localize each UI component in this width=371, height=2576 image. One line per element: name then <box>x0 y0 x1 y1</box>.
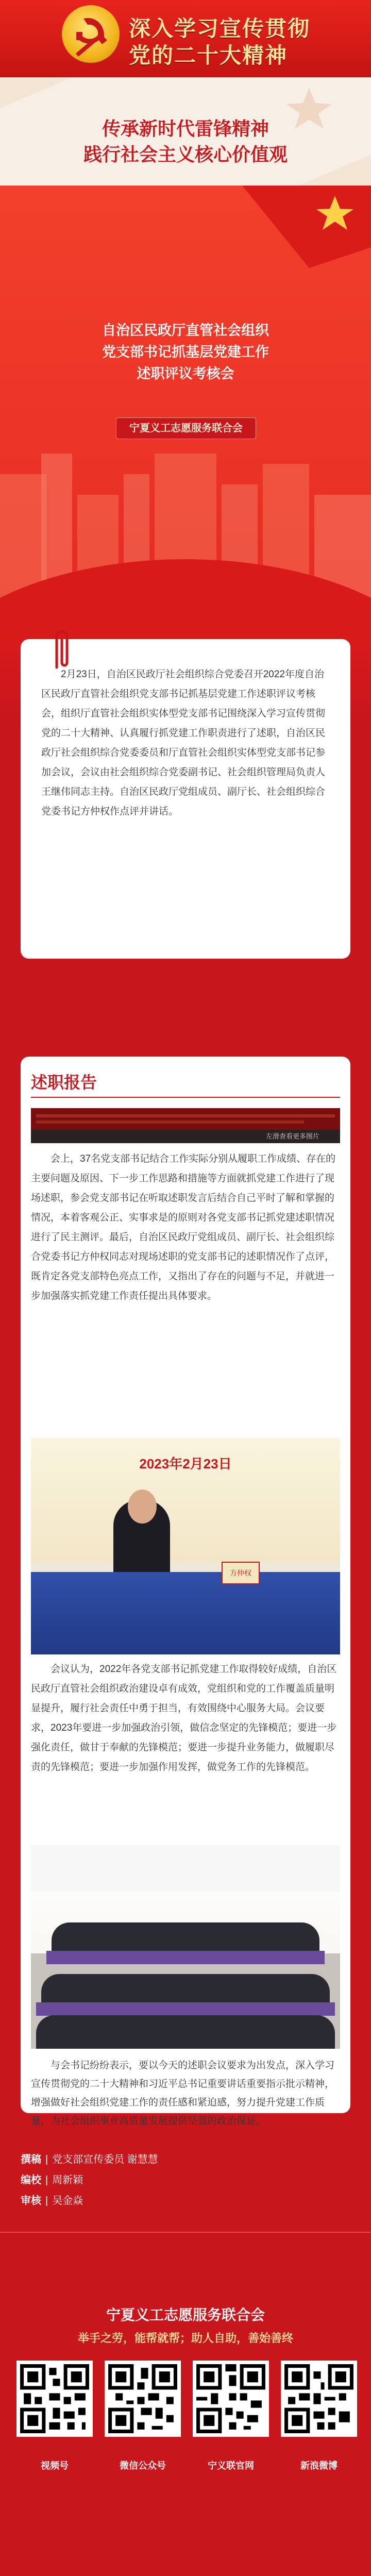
qr-code-video-channel[interactable] <box>16 2361 93 2437</box>
banner-title <box>129 15 310 69</box>
qr-pattern-icon <box>16 2361 93 2437</box>
photo-wall <box>31 1845 340 1892</box>
slogan-panel <box>0 77 371 186</box>
qr-code-website[interactable] <box>193 2361 269 2437</box>
credit-separator: | <box>45 2154 48 2165</box>
banner-title-line1: 深入学习宣传贯彻 <box>129 16 311 41</box>
credit-separator: | <box>45 2195 48 2206</box>
credit-editor-label: 编校 <box>21 2174 41 2186</box>
carousel-hint-text: 左滑查看更多图片 <box>265 1132 319 1140</box>
credit-author-value: 党支部宣传委员 谢慧慧 <box>52 2154 158 2165</box>
slogan-line1: 传承新时代雷锋精神 <box>102 118 269 139</box>
credit-reviewer-value: 吴金焱 <box>52 2195 83 2206</box>
qr-pattern-icon <box>105 2361 181 2437</box>
qr-pattern-icon <box>281 2361 357 2437</box>
scene-background <box>0 186 371 639</box>
meeting-title-line3: 述职评议考核会 <box>137 366 234 381</box>
credit-editor-value: 周新颖 <box>52 2174 83 2186</box>
credit-author <box>21 2149 350 2170</box>
meeting-photo-audience <box>31 1845 340 2049</box>
party-emblem-icon <box>62 5 120 63</box>
qr-label-wechat: 微信公众号 <box>120 2461 166 2471</box>
report-card <box>21 1057 350 2127</box>
qr-code-weibo[interactable] <box>281 2361 357 2437</box>
top-banner <box>0 0 371 77</box>
intro-paragraph: 2月23日，自治区民政厅社会组织综合党委召开2022年度自治区民政厅直管社会组织党支部书记抓基层党建工作述职评议考核会，组织厅直管社会组织实体型党支部书记围绕深入学习宣传贯彻党的二十大精神、认真履行抓党建工作职责进行了述职，自治区民政厅社会组织综合党委委员和厅直管社会组织实体型党支部书记参加会议，会议由社会组织综合党委副书记、社会组织管理局负责人王继伟同志主持。自治区民政厅党组成员、副厅长、社会组织综合党委书记方仲权作点评并讲话。 <box>41 669 326 817</box>
intro-card <box>21 639 350 959</box>
footer-divider <box>0 2232 371 2233</box>
credit-editor <box>21 2170 350 2190</box>
audience-row <box>36 2015 335 2049</box>
report-paragraph-2: 会议认为，2022年各党支部书记抓党建工作取得较好成绩，自治区民政厅直管社会组织政治建设卓有成效，党组织和党的工作覆盖质量明显提升，履行社会责任中勇于担当，有效围绕中心服务大局。会议要求，2023年要进一步加强政治引领，做信念坚定的先锋模范；要进一步强化责任，做甘于奉献的先锋模范；要进一步提升业务能力，做履职尽责的先锋模范；要进一步加强作用发挥，做党务工作的先锋模范。 <box>31 1664 337 1772</box>
qr-code-wechat[interactable] <box>105 2361 181 2437</box>
footer-org-name: 宁夏义工志愿服务联合会 <box>106 2307 265 2323</box>
photo-date-text: 2023年2月23日 <box>139 1456 232 1471</box>
slogan-text <box>77 116 294 168</box>
footer-motto: 举手之劳，能帮就帮；助人自助，善始善终 <box>77 2332 293 2345</box>
paperclip-icon <box>46 626 77 673</box>
banner-title-line2: 党的二十大精神 <box>129 43 288 68</box>
carousel-hint[interactable] <box>31 1130 340 1143</box>
meeting-title-line1: 自治区民政厅直管社会组织 <box>102 323 269 338</box>
speaker-face <box>128 1490 157 1524</box>
meeting-photo-speaker <box>31 1438 340 1654</box>
credits <box>21 2149 350 2211</box>
image-carousel[interactable] <box>31 1108 340 1130</box>
audience-desk <box>46 1951 325 1964</box>
credit-reviewer <box>21 2190 350 2211</box>
qr-label-video-channel: 视频号 <box>41 2461 69 2471</box>
report-paragraph-3: 与会书记纷纷表示，要以今天的述职会议要求为出发点，深入学习宣传贯彻党的二十大精神和习近平总书记重要讲话重要指示批示精神，增强做好社会组织党建工作的责任感和紧迫感，努力提升党建工作质量，为社会组织事业高质量发展提供坚强的政治保证。 <box>31 2060 335 2127</box>
qr-pattern-icon <box>193 2361 269 2437</box>
conference-table <box>31 1572 340 1654</box>
qr-label-website: 宁义联官网 <box>208 2461 254 2471</box>
credit-separator: | <box>45 2174 48 2186</box>
section-divider <box>31 1097 340 1098</box>
audience-desk <box>36 2002 335 2016</box>
credit-author-label: 撰稿 <box>21 2154 41 2165</box>
organization-badge: 宁夏义工志愿服务联合会 <box>116 417 256 439</box>
report-paragraph-1: 会上，37名党支部书记结合工作实际分别从履职工作成绩、存在的主要问题及原因、下一步工作思路和措施等方面就抓党建工作进行了现场述职，参会党支部书记在听取述职发言后结合自己平时了解和掌握的情况，本着客观公正、实事求是的原则对各党支部书记抓党建述职情况进行了民主测评。最后，自治区民政厅党组成员、副厅长、社会组织综合党委书记方仲权同志对现场述职的党支部书记的述职情况作了点评，既肯定各党支部特色亮点工作，又指出了存在的问题与不足，并就进一步加强落实抓党建工作责任提出具体要求。 <box>31 1153 336 1301</box>
section-title: 述职报告 <box>31 1073 97 1092</box>
meeting-title-line2: 党支部书记抓基层党建工作 <box>102 344 269 360</box>
meeting-title <box>57 320 314 384</box>
header-scene <box>0 186 371 639</box>
qr-label-weibo: 新浪微博 <box>300 2461 338 2471</box>
slogan-line2: 践行社会主义核心价值观 <box>83 144 288 165</box>
credit-reviewer-label: 审核 <box>21 2195 41 2206</box>
carousel-strip <box>31 1108 340 1130</box>
speaker-nameplate: 方仲权 <box>222 1562 260 1584</box>
